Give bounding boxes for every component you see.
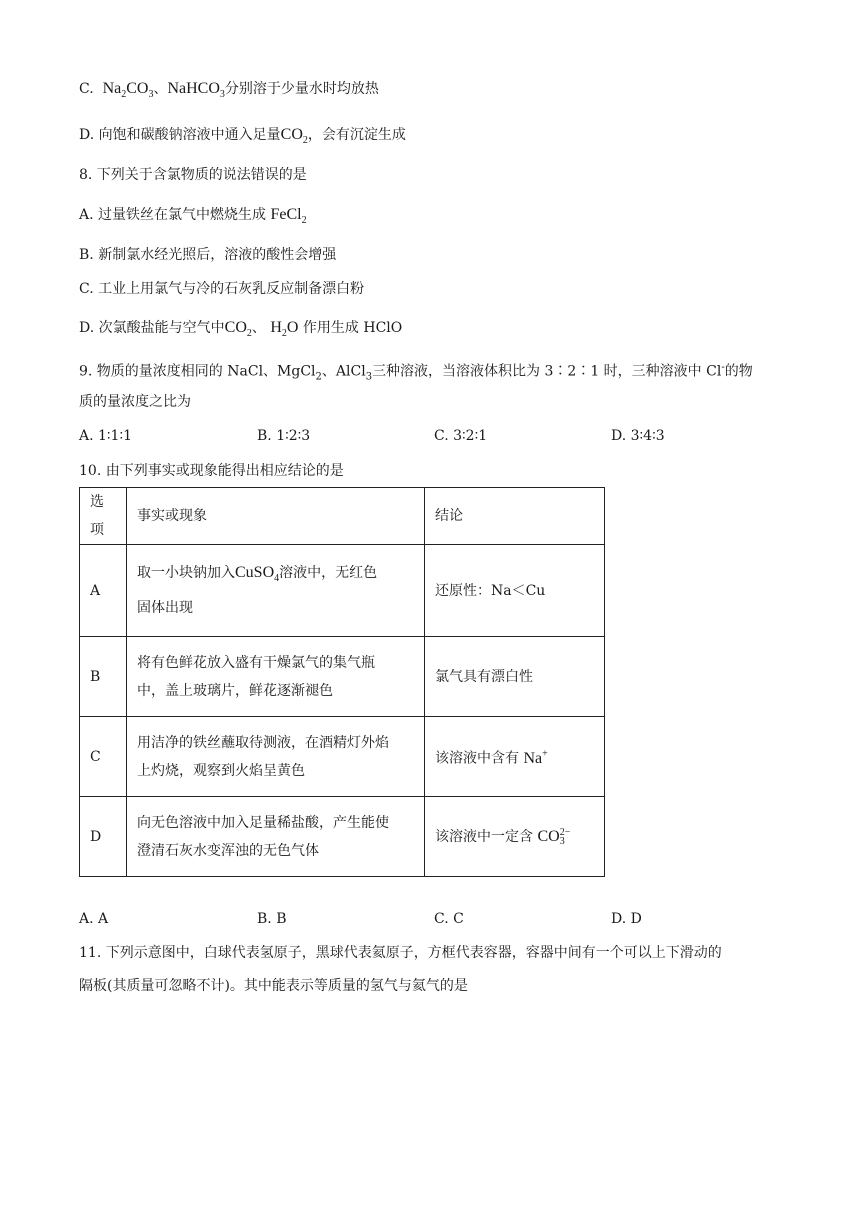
row-d-fact: 向无色溶液中加入足量稀盐酸，产生能使 澄清石灰水变浑浊的无色气体 bbox=[127, 797, 425, 877]
table-row bbox=[80, 797, 605, 877]
q9-stem-line2: 质的量浓度之比为 bbox=[79, 394, 191, 410]
q9-stem: 9. 物质的量浓度相同的 NaCl、MgCl$_2$、AlCl$_3$三种溶液，当溶液体积比为 3∶2∶1 时，三种溶液中 Cl-的物 bbox=[79, 362, 753, 383]
table-row bbox=[80, 637, 605, 717]
header-conclusion: 结论 bbox=[425, 488, 605, 545]
q8-stem: 8. 下列关于含氯物质的说法错误的是 bbox=[79, 167, 307, 183]
q8-option-a: A. 过量铁丝在氯气中燃烧生成 FeCl$_2$ bbox=[79, 206, 307, 227]
table-row bbox=[80, 717, 605, 797]
row-c-conclusion: 该溶液中含有 Na+ bbox=[425, 717, 605, 797]
q11-stem-line2: 隔板(其质量可忽略不计)。其中能表示等质量的氢气与氦气的是 bbox=[79, 978, 468, 994]
q8-option-d: D. 次氯酸盐能与空气中$CO_2$、 $H_2O$ 作用生成 HClO bbox=[79, 319, 403, 340]
row-b-fact: 将有色鲜花放入盛有干燥氯气的集气瓶 中，盖上玻璃片，鲜花逐渐褪色 bbox=[127, 637, 425, 717]
row-c-fact: 用洁净的铁丝蘸取待测液，在酒精灯外焰 上灼烧，观察到火焰呈黄色 bbox=[127, 717, 425, 797]
row-a-conclusion: 还原性：Na＜Cu bbox=[425, 545, 605, 637]
q7-option-c: C. $Na_2CO_3$、NaHCO$_3$分别溶于少量水时均放热 bbox=[79, 80, 379, 101]
q10-options bbox=[79, 909, 799, 929]
q10-option-d: D. D bbox=[611, 911, 642, 927]
row-b-option: B bbox=[80, 637, 127, 717]
q9-option-a: A. 1∶1∶1 bbox=[79, 428, 133, 444]
row-b-conclusion: 氯气具有漂白性 bbox=[425, 637, 605, 717]
row-d-conclusion: 该溶液中一定含 CO 2− 3 bbox=[425, 797, 605, 877]
row-a-fact: 取一小块钠加入CuSO$_4$溶液中，无红色 固体出现 bbox=[127, 545, 425, 637]
q11-stem: 11. 下列示意图中，白球代表氢原子，黑球代表氦原子，方框代表容器，容器中间有一个可以上下滑动的 bbox=[79, 945, 722, 961]
q9-option-c: C. 3∶2∶1 bbox=[434, 428, 488, 444]
q10-option-b: B. B bbox=[257, 911, 287, 927]
q10-table bbox=[79, 487, 605, 877]
header-option: 选项 bbox=[80, 488, 127, 545]
q8-option-c: C. 工业上用氯气与冷的石灰乳反应制备漂白粉 bbox=[79, 281, 365, 297]
q9-option-b: B. 1∶2∶3 bbox=[257, 428, 311, 444]
row-d-option: D bbox=[80, 797, 127, 877]
header-fact: 事实或现象 bbox=[127, 488, 425, 545]
q9-option-d: D. 3∶4∶3 bbox=[611, 428, 665, 444]
q10-option-c: C. C bbox=[434, 911, 464, 927]
row-c-option: C bbox=[80, 717, 127, 797]
row-a-option: A bbox=[80, 545, 127, 637]
table-row bbox=[80, 545, 605, 637]
q10-stem: 10. 由下列事实或现象能得出相应结论的是 bbox=[79, 463, 344, 479]
q8-option-b: B. 新制氯水经光照后，溶液的酸性会增强 bbox=[79, 247, 337, 263]
q7-option-d: D. 向饱和碳酸钠溶液中通入足量$CO_2$，会有沉淀生成 bbox=[79, 126, 406, 147]
table-header-row bbox=[80, 488, 605, 545]
q10-option-a: A. A bbox=[79, 911, 109, 927]
q9-options bbox=[79, 426, 799, 446]
